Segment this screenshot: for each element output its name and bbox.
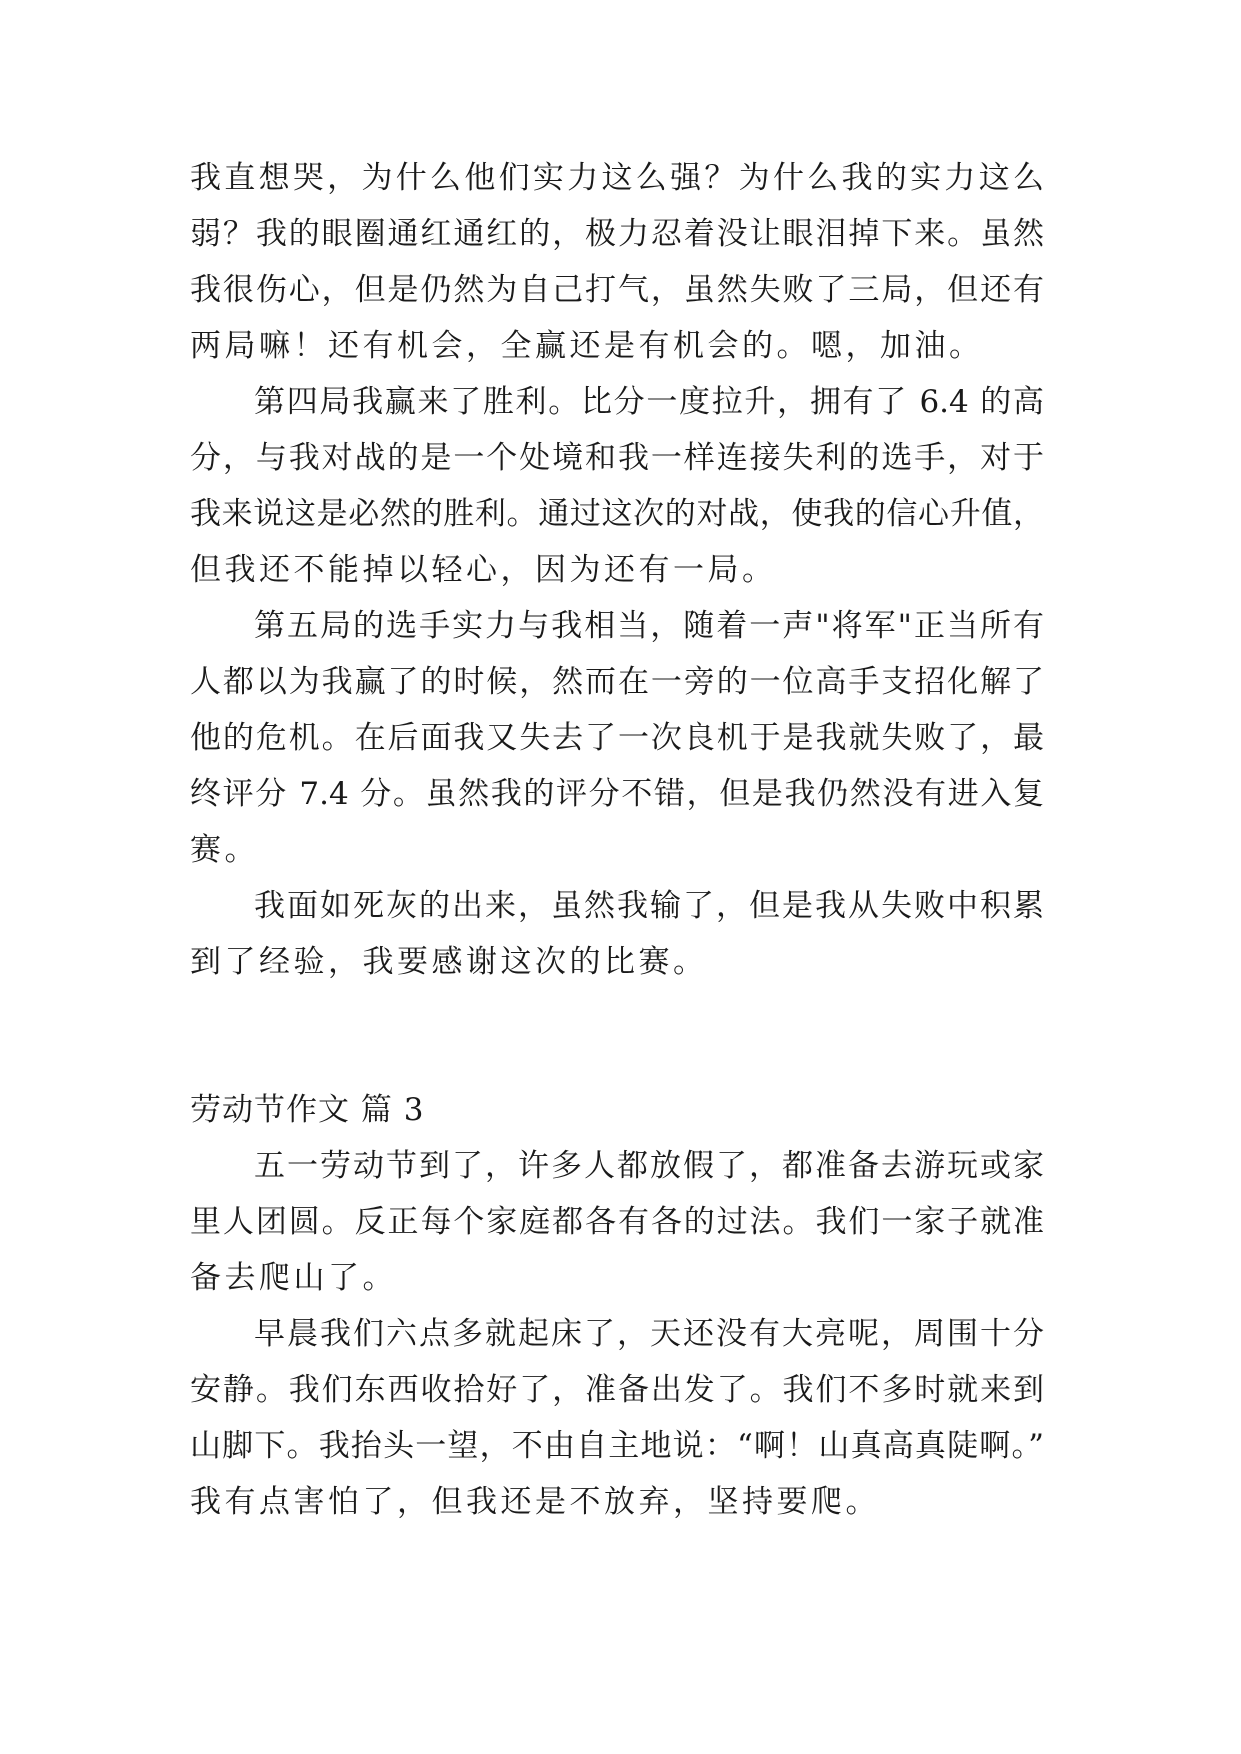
- paragraph-line: 终评分 7.4 分。虽然我的评分不错，但是我仍然没有进入复: [190, 776, 1044, 812]
- paragraph-line: 我有点害怕了，但我还是不放弃，坚持要爬。: [190, 1484, 880, 1520]
- paragraph-line: 弱？我的眼圈通红通红的，极力忍着没让眼泪掉下来。虽然: [190, 216, 1044, 252]
- paragraph-line: 赛。: [190, 832, 259, 868]
- paragraph-line: 人都以为我赢了的时候，然而在一旁的一位高手支招化解了: [190, 664, 1044, 700]
- paragraph-line: 山脚下。我抬头一望，不由自主地说：“啊！山真高真陡啊。”: [190, 1428, 1044, 1464]
- paragraph-line: 安静。我们东西收拾好了，准备出发了。我们不多时就来到: [190, 1372, 1044, 1408]
- paragraph-line: 但我还不能掉以轻心，因为还有一局。: [190, 552, 777, 588]
- paragraph-line: 分，与我对战的是一个处境和我一样连接失利的选手，对于: [190, 440, 1044, 476]
- paragraph-line: 我很伤心，但是仍然为自己打气，虽然失败了三局，但还有: [190, 272, 1044, 308]
- paragraph-line: 第五局的选手实力与我相当，随着一声"将军"正当所有: [254, 608, 1044, 644]
- paragraph-line: 我面如死灰的出来，虽然我输了，但是我从失败中积累: [254, 888, 1044, 924]
- paragraph-line: 第四局我赢来了胜利。比分一度拉升，拥有了 6.4 的高: [254, 384, 1044, 420]
- section-heading: 劳动节作文 篇 3: [190, 1092, 425, 1128]
- paragraph-line: 我直想哭，为什么他们实力这么强？为什么我的实力这么: [190, 160, 1044, 196]
- paragraph-line: 备去爬山了。: [190, 1260, 397, 1296]
- paragraph-line: 五一劳动节到了，许多人都放假了，都准备去游玩或家: [254, 1148, 1044, 1184]
- paragraph-line: 早晨我们六点多就起床了，天还没有大亮呢，周围十分: [254, 1316, 1044, 1352]
- paragraph-line: 他的危机。在后面我又失去了一次良机于是我就失败了，最: [190, 720, 1044, 756]
- paragraph-line: 到了经验，我要感谢这次的比赛。: [190, 944, 708, 980]
- paragraph-line: 两局嘛！还有机会，全赢还是有机会的。嗯，加油。: [190, 328, 984, 364]
- paragraph-line: 我来说这是必然的胜利。通过这次的对战，使我的信心升值，: [190, 496, 1044, 532]
- paragraph-line: 里人团圆。反正每个家庭都各有各的过法。我们一家子就准: [190, 1204, 1044, 1240]
